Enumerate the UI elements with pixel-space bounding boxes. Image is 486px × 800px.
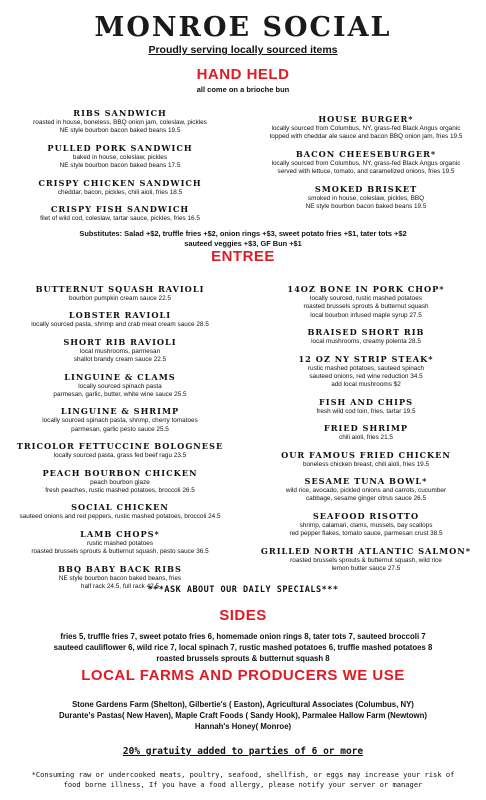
menu-item-description: sauteed onions, red wine reduction 34.5 xyxy=(309,373,423,381)
menu-item-description: fresh wild cod loin, fries, tartar 19.5 xyxy=(316,407,416,415)
menu-item-name: LINGUINE & CLAMS xyxy=(64,371,176,382)
menu-item xyxy=(246,354,486,390)
menu-item xyxy=(246,149,486,177)
sides-line: roasted brussels sprouts & butternut squash 8 xyxy=(156,654,330,663)
menu-item-description: locally sourced, rustic mashed potatoes xyxy=(310,295,422,302)
menu-item-name: FISH AND CHIPS xyxy=(318,396,414,407)
sides-heading: SIDES xyxy=(219,607,267,624)
menu-item-description: served with lettuce, tomato, and caramelized onions, fries 19.5 xyxy=(277,168,455,176)
menu-item-description: lemon butter sauce 27.5 xyxy=(331,565,401,573)
menu-item-description: locally sourced spinach pasta xyxy=(78,382,162,390)
menu-item-description: NE style bourbon bacon baked beans 17.5 xyxy=(59,162,181,170)
menu-item xyxy=(246,284,486,320)
menu-item-description: roasted brussels sprouts & butternut squash xyxy=(303,303,429,311)
menu-item-name: FRIED SHRIMP xyxy=(323,423,409,434)
menu-item-description: locally sourced spinach pasta, shrimp, cherry tomatoes xyxy=(42,417,198,425)
menu-item-name: CRISPY CHICKEN SANDWICH xyxy=(38,177,202,188)
substitutes-note xyxy=(0,229,486,249)
menu-item-name: SMOKED BRISKET xyxy=(314,183,418,194)
menu-item-name: 14OZ BONE IN PORK CHOP* xyxy=(287,284,445,294)
menu-item-description: locally sourced pasta, grass fed beef ragu 23.5 xyxy=(53,452,187,460)
menu-item xyxy=(246,546,486,574)
menu-item-description: NE style bourbon bacon baked beans 19.5 xyxy=(305,203,427,211)
menu-item xyxy=(0,108,240,136)
hand-held-left-column xyxy=(0,108,240,230)
farms-line: Hannah's Honey( Monroe) xyxy=(194,722,292,731)
menu-item-description: baked in house, coleslaw, pickles xyxy=(72,153,168,161)
menu-item xyxy=(246,476,486,504)
hand-held-subheading: all come on a brioche bun xyxy=(196,85,290,94)
menu-item-name: SHORT RIB RAVIOLI xyxy=(63,336,177,347)
menu-item-description: parmesan, garlic, butter, white wine sauce 25.5 xyxy=(53,391,187,399)
menu-item-description: filet of wild cod, coleslaw, tartar sauce, pickles, fries 16.5 xyxy=(40,215,200,223)
menu-item-description: cabbage, sesame ginger citrus sauce 26.5 xyxy=(305,495,427,503)
menu-item-name: BUTTERNUT SQUASH RAVIOLI xyxy=(35,284,205,294)
menu-item-name: PULLED PORK SANDWICH xyxy=(47,142,193,153)
menu-item-name: GRILLED NORTH ATLANTIC SALMON* xyxy=(260,545,472,556)
menu-item-description: cheddar, bacon, pickles, chili aioli, fries 18.5 xyxy=(57,188,183,196)
menu-item-name: BRAISED SHORT RIB xyxy=(307,327,425,338)
restaurant-title: MONROE SOCIAL xyxy=(94,12,392,43)
menu-item xyxy=(0,284,240,303)
menu-item-description: half rack 24.5, full rack 42.5 xyxy=(80,583,160,591)
menu-item-description: fresh peaches, rustic mashed potatoes, broccoli 26.5 xyxy=(45,487,195,495)
menu-item-description: peach bourbon glaze xyxy=(90,478,150,486)
menu-item-description: local mushrooms, parmesan xyxy=(79,347,161,355)
menu-item-description: locally sourced from Columbus, NY, grass-fed Black Angus organic xyxy=(271,125,461,132)
menu-item-name: LAMB CHOPS* xyxy=(80,528,160,539)
menu-item xyxy=(246,423,486,442)
menu-item xyxy=(246,450,486,469)
menu-item xyxy=(0,441,240,460)
farms-line: Stone Gardens Farm (Shelton), Gilbertie's ( Easton), Agricultural Associates (Columbus, NY) xyxy=(72,700,414,709)
hand-held-right-column xyxy=(246,114,486,218)
menu-item xyxy=(0,310,240,329)
menu-item-description: rustic mashed potatoes, sauteed spinach xyxy=(307,364,425,372)
menu-item xyxy=(0,178,240,197)
menu-item-name: LINGUINE & SHRIMP xyxy=(60,406,180,417)
menu-item xyxy=(246,327,486,346)
sides-line: sauteed cauliflower 6, wild rice 7, local spinach 7, rustic mashed potatoes 6, truffle mashed potatoes 8 xyxy=(53,643,433,652)
menu-item xyxy=(0,143,240,171)
menu-item xyxy=(0,337,240,365)
menu-item xyxy=(246,184,486,212)
menu-item-description: roasted brussels sprouts & butternut squash, wild rice xyxy=(290,556,442,564)
menu-item-description: NE style bourbon bacon baked beans 19.5 xyxy=(59,127,181,135)
disclaimer-line: *Consuming raw or undercooked meats, poultry, seafood, shellfish, or eggs may increase your risk of xyxy=(31,770,455,779)
menu-item xyxy=(0,372,240,400)
menu-item-name: HOUSE BURGER* xyxy=(318,114,414,124)
sides-list xyxy=(0,631,486,664)
disclaimer-line: food borne illness, If you have a food allergy, please notify your server or manager xyxy=(63,780,423,789)
substitutes-line: sauteed veggies +$3, GF Bun +$1 xyxy=(184,239,302,248)
menu-item-description: chili aioli, fries 21.5 xyxy=(339,434,393,442)
menu-item-name: CRISPY FISH SANDWICH xyxy=(50,204,190,215)
menu-item-description: shallot brandy cream sauce 22.5 xyxy=(73,356,167,364)
menu-item-description: roasted in house, boneless, BBQ onion jam, coleslaw, pickles xyxy=(33,119,207,126)
menu-item-name: BBQ BABY BACK RIBS xyxy=(58,563,182,574)
menu-item-description: locally sourced from Columbus, NY, grass-fed Black Angus organic xyxy=(271,159,461,167)
entree-left-column xyxy=(0,284,240,599)
substitutes-line: Substitutes: Salad +$2, truffle fries +$2, onion rings +$3, sweet potato fries +$1, tater tots +$2 xyxy=(79,229,407,238)
menu-item-name: 12 OZ NY STRIP STEAK* xyxy=(298,353,434,364)
farms-line: Durante's Pastas( New Haven), Maple Craft Foods ( Sandy Hook), Parmalee Hallow Farm (Newtown) xyxy=(59,711,427,720)
menu-item-name: OUR FAMOUS FRIED CHICKEN xyxy=(281,449,451,460)
farms-heading: LOCAL FARMS AND PRODUCERS WE USE xyxy=(81,667,405,684)
menu-item xyxy=(0,468,240,496)
daily-specials-note: ***ASK ABOUT OUR DAILY SPECIALS*** xyxy=(147,585,339,595)
menu-item-name: RIBS SANDWICH xyxy=(73,108,167,118)
entree-right-column xyxy=(246,284,486,581)
menu-item-description: sauteed onions and red peppers, rustic mashed potatoes, broccoli 24.5 xyxy=(19,513,221,521)
menu-item-description: shrimp, calamari, clams, mussels, bay scallops xyxy=(299,521,433,529)
gratuity-note: 20% gratuity added to parties of 6 or more xyxy=(122,746,364,757)
menu-item-name: LOBSTER RAVIOLI xyxy=(68,310,172,321)
menu-item-description: wild rice, avocado, pickled onions and carrots, cucumber xyxy=(285,487,447,495)
menu-item xyxy=(246,511,486,539)
menu-item-description: locally sourced pasta, shrimp and crab meat cream sauce 28.5 xyxy=(31,321,209,329)
menu-item-description: rustic mashed potatoes xyxy=(86,539,154,547)
menu-item-name: SESAME TUNA BOWL* xyxy=(304,476,428,487)
menu-item xyxy=(246,114,486,142)
hand-held-heading: HAND HELD xyxy=(196,66,290,83)
menu-item-name: TRICOLOR FETTUCCINE BOLOGNESE xyxy=(16,441,224,452)
menu-item-name: BACON CHEESEBURGER* xyxy=(295,148,437,159)
menu-item-description: bourbon pumpkin cream sauce 22.5 xyxy=(69,295,171,302)
food-safety-disclaimer xyxy=(0,770,486,790)
farms-list xyxy=(0,699,486,732)
menu-item-description: boneless chicken breast, chili aioli, fries 19.5 xyxy=(302,460,430,468)
menu-item-name: SOCIAL CHICKEN xyxy=(71,502,169,513)
menu-item-description: red pepper flakes, tomato sauce, parmesan crust 38.5 xyxy=(289,530,443,538)
menu-item-description: NE style bourbon bacon baked beans, fries xyxy=(58,574,182,582)
entree-heading: ENTREE xyxy=(211,248,275,265)
tagline: Proudly serving locally sourced items xyxy=(148,44,338,56)
menu-item-description: local bourbon infused maple syrup 27.5 xyxy=(310,311,422,319)
menu-item-description: roasted brussels sprouts & butternut squash, pesto sauce 36.5 xyxy=(31,548,209,556)
menu-item-description: add local mushrooms $2 xyxy=(331,381,401,389)
menu-item-name: PEACH BOURBON CHICKEN xyxy=(42,467,198,478)
menu-item xyxy=(0,204,240,223)
menu-item xyxy=(0,406,240,434)
menu-item xyxy=(0,502,240,521)
menu-item-description: smoked in house, coleslaw, pickles, BBQ xyxy=(307,194,425,202)
menu-item-name: SEAFOOD RISOTTO xyxy=(312,510,420,521)
menu-item-description: local mushrooms, creamy polenta 28.5 xyxy=(311,338,421,346)
menu-item-description: parmesan, garlic pesto sauce 25.5 xyxy=(71,425,169,433)
sides-line: fries 5, truffle fries 7, sweet potato fries 6, homemade onion rings 8, tater tots 7, sauteed broccoli 7 xyxy=(60,632,426,641)
menu-item xyxy=(246,397,486,416)
menu-item-description: topped with cheddar ale sauce and bacon BBQ onion jam, fries 19.5 xyxy=(269,133,463,141)
menu-item xyxy=(0,529,240,557)
